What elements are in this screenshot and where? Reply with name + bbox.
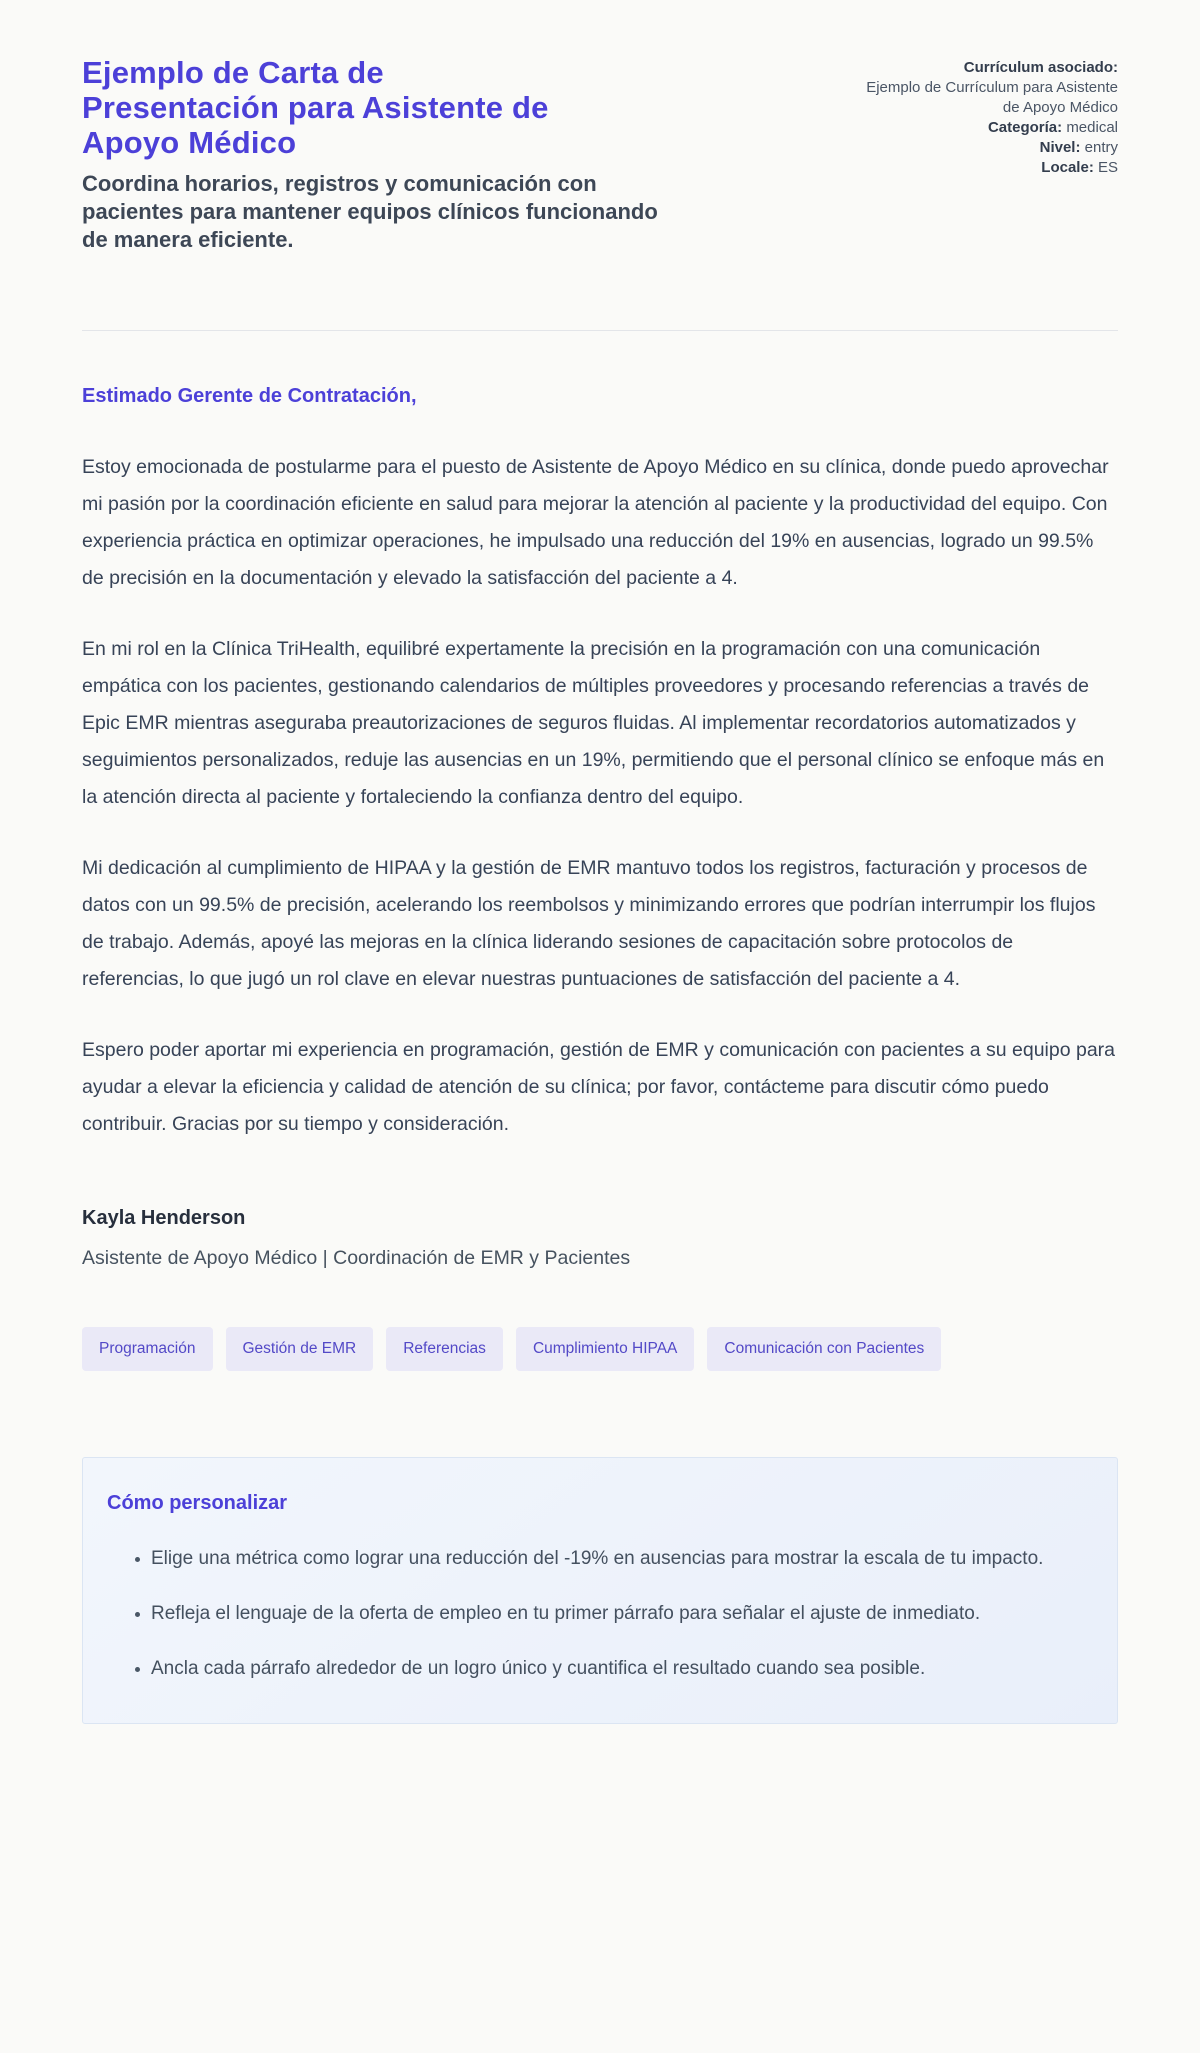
meta-associated-value: Ejemplo de Currículum para Asistente de Apoyo Médico xyxy=(866,79,1118,116)
letter-paragraph: En mi rol en la Clínica TriHealth, equilibré expertamente la precisión en la programación con una comunicación empática con los pacientes, gestionando calendarios de múltiples proveedores y procesando referencias a través de Epic EMR mientras aseguraba preautorizaciones de seguros fluidas. Al implementar recordatorios automatizados y seguimientos personalizados, reduje las ausencias en un 19%, permitiendo que el personal clínico se enfoque más en la atención directa al paciente y fortaleciendo la confianza dentro del equipo. xyxy=(82,638,1105,808)
letter-paragraph: Mi dedicación al cumplimiento de HIPAA y la gestión de EMR mantuvo todos los registros, facturación y procesos de datos con un 99.5% de precisión, acelerando los reembolsos y minimizando errores que podrían interrumpir los flujos de trabajo. Además, apoyé las mejoras en la clínica liderando sesiones de capacitación sobre protocolos de referencias, lo que jugó un rol clave en elevar nuestras puntuaciones de satisfacción del paciente a 4. xyxy=(82,857,1096,990)
meta-category-label: Categoría: xyxy=(987,119,1063,136)
tag-chip: Cumplimiento HIPAA xyxy=(516,1327,694,1371)
page-subtitle: Coordina horarios, registros y comunicación con pacientes para mantener equipos clínicos funcionando de manera eficiente. xyxy=(82,171,658,252)
tag-chip: Comunicación con Pacientes xyxy=(707,1327,941,1371)
customize-heading: Cómo personalizar xyxy=(107,1492,288,1514)
letter-paragraph: Estoy emocionada de postularme para el puesto de Asistente de Apoyo Médico en su clínica, donde puedo aprovechar mi pasión por la coordinación eficiente en salud para mejorar la atención al paciente y la productividad del equipo. Con experiencia práctica en optimizar operaciones, he impulsado una reducción del 19% en ausencias, logrado un 99.5% de precisión en la documentación y elevado la satisfacción del paciente a 4. xyxy=(82,456,1109,589)
customize-bullet: • Ancla cada párrafo alrededor de un logro único y cuantifica el resultado cuando sea posible. xyxy=(151,1650,1081,1687)
tag-chip: Referencias xyxy=(386,1327,503,1371)
meta-level-value: entry xyxy=(1084,139,1118,156)
header-divider xyxy=(82,330,1118,331)
meta-category xyxy=(866,118,1118,138)
meta-level xyxy=(866,138,1118,158)
meta-panel xyxy=(866,55,1118,178)
meta-category-value: medical xyxy=(1066,119,1118,136)
meta-locale-label: Locale: xyxy=(1041,159,1094,176)
meta-level-label: Nivel: xyxy=(1039,139,1081,156)
letter-paragraph: Espero poder aportar mi experiencia en programación, gestión de EMR y comunicación con pacientes a su equipo para ayudar a elevar la eficiencia y calidad de atención de su clínica; por favor, contácteme para discutir cómo puedo contribuir. Gracias por su tiempo y consideración. xyxy=(82,1039,1116,1135)
skill-tags xyxy=(82,1327,1118,1371)
customize-bullet: • Elige una métrica como lograr una reducción del -19% en ausencias para mostrar la escala de tu impacto. xyxy=(151,1540,1081,1577)
signature-name: Kayla Henderson xyxy=(82,1207,246,1229)
tag-chip: Programación xyxy=(82,1327,213,1371)
customize-bullet: • Refleja el lenguaje de la oferta de empleo en tu primer párrafo para señalar el ajuste de inmediato. xyxy=(151,1595,1081,1632)
meta-associated-label: Currículum asociado: xyxy=(963,59,1118,76)
header xyxy=(82,55,1118,254)
letter-greeting: Estimado Gerente de Contratación, xyxy=(82,385,417,407)
tag-chip: Gestión de EMR xyxy=(226,1327,374,1371)
customize-list xyxy=(107,1540,1087,1687)
signature-role: Asistente de Apoyo Médico | Coordinación de EMR y Pacientes xyxy=(82,1247,631,1269)
page-title: Ejemplo de Carta de Presentación para Asistente de Apoyo Médico xyxy=(82,55,549,160)
customize-callout xyxy=(82,1457,1118,1724)
header-title-block xyxy=(82,55,826,254)
meta-locale-value: ES xyxy=(1097,159,1118,176)
meta-locale xyxy=(866,158,1118,178)
